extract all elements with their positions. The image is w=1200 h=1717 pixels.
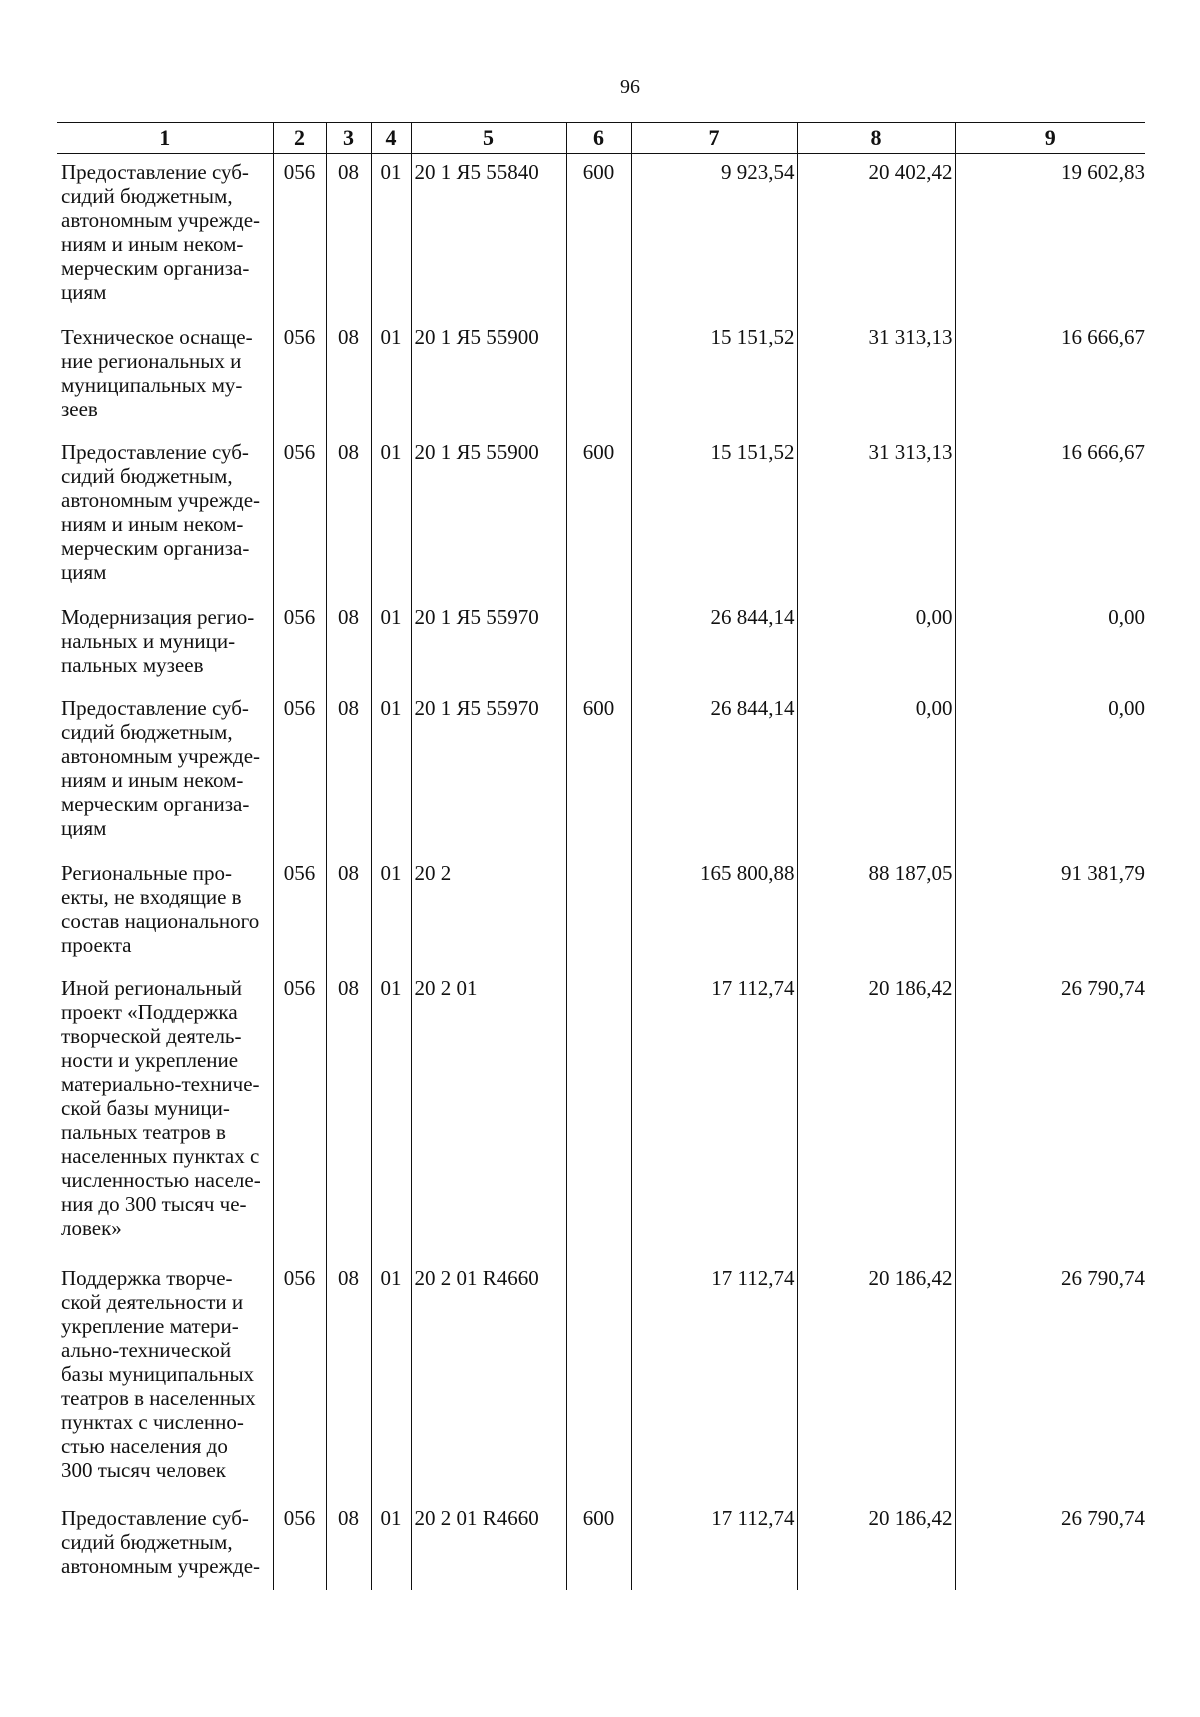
budget-table xyxy=(57,122,1145,1590)
cell-section: 08 xyxy=(326,154,371,319)
cell-amount-col9: 16 666,67 xyxy=(955,319,1145,434)
cell-expense-type: 600 xyxy=(566,154,631,319)
cell-amount-col7: 9 923,54 xyxy=(631,154,797,319)
cell-amount-col8: 88 187,05 xyxy=(797,855,955,970)
cell-expense-type xyxy=(566,1260,631,1500)
page-number: 96 xyxy=(620,76,640,98)
column-header: 2 xyxy=(273,123,326,154)
cell-ministry-code: 056 xyxy=(273,599,326,690)
cell-ministry-code: 056 xyxy=(273,319,326,434)
cell-subsection: 01 xyxy=(371,855,411,970)
column-header: 3 xyxy=(326,123,371,154)
cell-subsection: 01 xyxy=(371,970,411,1260)
row-description: Модернизация регио- нальных и муници- пальных музеев xyxy=(61,604,255,677)
cell-ministry-code: 056 xyxy=(273,154,326,319)
cell-amount-col8: 0,00 xyxy=(797,599,955,690)
column-header: 8 xyxy=(797,123,955,154)
table-row xyxy=(57,1260,1145,1500)
cell-ministry-code: 056 xyxy=(273,1260,326,1500)
cell-target-article: 20 2 01 R4660 xyxy=(411,1500,566,1590)
cell-ministry-code: 056 xyxy=(273,690,326,855)
cell-target-article: 20 2 xyxy=(411,855,566,970)
cell-section: 08 xyxy=(326,690,371,855)
cell-amount-col8: 31 313,13 xyxy=(797,434,955,599)
cell-target-article: 20 1 Я5 55970 xyxy=(411,599,566,690)
cell-expense-type xyxy=(566,599,631,690)
cell-section: 08 xyxy=(326,1500,371,1590)
column-header: 5 xyxy=(411,123,566,154)
row-description: Предоставление суб- сидий бюджетным, автономным учрежде- ниям и иным неком- мерческим организа- циям xyxy=(61,160,261,304)
cell-amount-col8: 20 186,42 xyxy=(797,970,955,1260)
table-row xyxy=(57,599,1145,690)
table-row xyxy=(57,970,1145,1260)
column-header: 6 xyxy=(566,123,631,154)
row-description: Предоставление суб- сидий бюджетным, автономным учрежде- ниям и иным неком- мерческим организа- циям xyxy=(61,439,261,584)
row-description: Иной региональный проект «Поддержка творческой деятель- ности и укрепление материально-техниче- ской базы муници- пальных театров в населенных пунктах с численностью населе- ния до 300 тысяч че- ловек» xyxy=(61,975,261,1240)
cell-amount-col7: 15 151,52 xyxy=(631,434,797,599)
row-description: Предоставление суб- сидий бюджетным, автономным учрежде- ниям и иным неком- мерческим организа- циям xyxy=(61,695,261,840)
cell-target-article: 20 1 Я5 55970 xyxy=(411,690,566,855)
cell-section: 08 xyxy=(326,970,371,1260)
cell-target-article: 20 2 01 xyxy=(411,970,566,1260)
cell-target-article: 20 1 Я5 55900 xyxy=(411,434,566,599)
cell-ministry-code: 056 xyxy=(273,855,326,970)
cell-amount-col9: 19 602,83 xyxy=(955,154,1145,319)
cell-amount-col8: 31 313,13 xyxy=(797,319,955,434)
table-row xyxy=(57,434,1145,599)
cell-section: 08 xyxy=(326,319,371,434)
cell-amount-col7: 17 112,74 xyxy=(631,1500,797,1590)
column-header: 1 xyxy=(57,123,273,154)
row-description: Предоставление суб- сидий бюджетным, автономным учрежде- xyxy=(61,1505,261,1578)
cell-amount-col9: 0,00 xyxy=(955,599,1145,690)
cell-amount-col8: 20 186,42 xyxy=(797,1500,955,1590)
column-header: 9 xyxy=(955,123,1145,154)
cell-subsection: 01 xyxy=(371,434,411,599)
cell-expense-type xyxy=(566,970,631,1260)
cell-subsection: 01 xyxy=(371,690,411,855)
cell-expense-type: 600 xyxy=(566,434,631,599)
table-row xyxy=(57,690,1145,855)
cell-subsection: 01 xyxy=(371,1260,411,1500)
cell-subsection: 01 xyxy=(371,1500,411,1590)
header-row xyxy=(57,123,1145,154)
cell-amount-col7: 26 844,14 xyxy=(631,690,797,855)
table-row xyxy=(57,855,1145,970)
cell-target-article: 20 2 01 R4660 xyxy=(411,1260,566,1500)
cell-ministry-code: 056 xyxy=(273,970,326,1260)
cell-amount-col8: 0,00 xyxy=(797,690,955,855)
cell-amount-col9: 0,00 xyxy=(955,690,1145,855)
column-header: 4 xyxy=(371,123,411,154)
cell-amount-col7: 15 151,52 xyxy=(631,319,797,434)
cell-amount-col7: 17 112,74 xyxy=(631,1260,797,1500)
column-header: 7 xyxy=(631,123,797,154)
cell-expense-type: 600 xyxy=(566,1500,631,1590)
cell-amount-col8: 20 402,42 xyxy=(797,154,955,319)
cell-expense-type xyxy=(566,855,631,970)
cell-amount-col7: 165 800,88 xyxy=(631,855,797,970)
cell-amount-col9: 26 790,74 xyxy=(955,1500,1145,1590)
cell-ministry-code: 056 xyxy=(273,434,326,599)
cell-section: 08 xyxy=(326,599,371,690)
cell-amount-col9: 26 790,74 xyxy=(955,970,1145,1260)
cell-amount-col9: 91 381,79 xyxy=(955,855,1145,970)
cell-section: 08 xyxy=(326,1260,371,1500)
cell-section: 08 xyxy=(326,855,371,970)
table-row xyxy=(57,154,1145,319)
row-description: Региональные про- екты, не входящие в состав национального проекта xyxy=(61,860,260,957)
cell-amount-col8: 20 186,42 xyxy=(797,1260,955,1500)
cell-amount-col7: 26 844,14 xyxy=(631,599,797,690)
table-row xyxy=(57,1500,1145,1590)
cell-section: 08 xyxy=(326,434,371,599)
cell-amount-col9: 16 666,67 xyxy=(955,434,1145,599)
table-row xyxy=(57,319,1145,434)
row-description: Техническое оснаще- ние региональных и муниципальных му- зеев xyxy=(61,324,253,421)
cell-target-article: 20 1 Я5 55900 xyxy=(411,319,566,434)
cell-subsection: 01 xyxy=(371,319,411,434)
cell-ministry-code: 056 xyxy=(273,1500,326,1590)
cell-subsection: 01 xyxy=(371,154,411,319)
cell-subsection: 01 xyxy=(371,599,411,690)
cell-target-article: 20 1 Я5 55840 xyxy=(411,154,566,319)
cell-expense-type: 600 xyxy=(566,690,631,855)
cell-amount-col9: 26 790,74 xyxy=(955,1260,1145,1500)
cell-expense-type xyxy=(566,319,631,434)
row-description: Поддержка творче- ской деятельности и укрепление матери- ально-технической базы муниципальных театров в населенных пунктах с численно- стью населения до 300 тысяч человек xyxy=(61,1265,256,1482)
cell-amount-col7: 17 112,74 xyxy=(631,970,797,1260)
